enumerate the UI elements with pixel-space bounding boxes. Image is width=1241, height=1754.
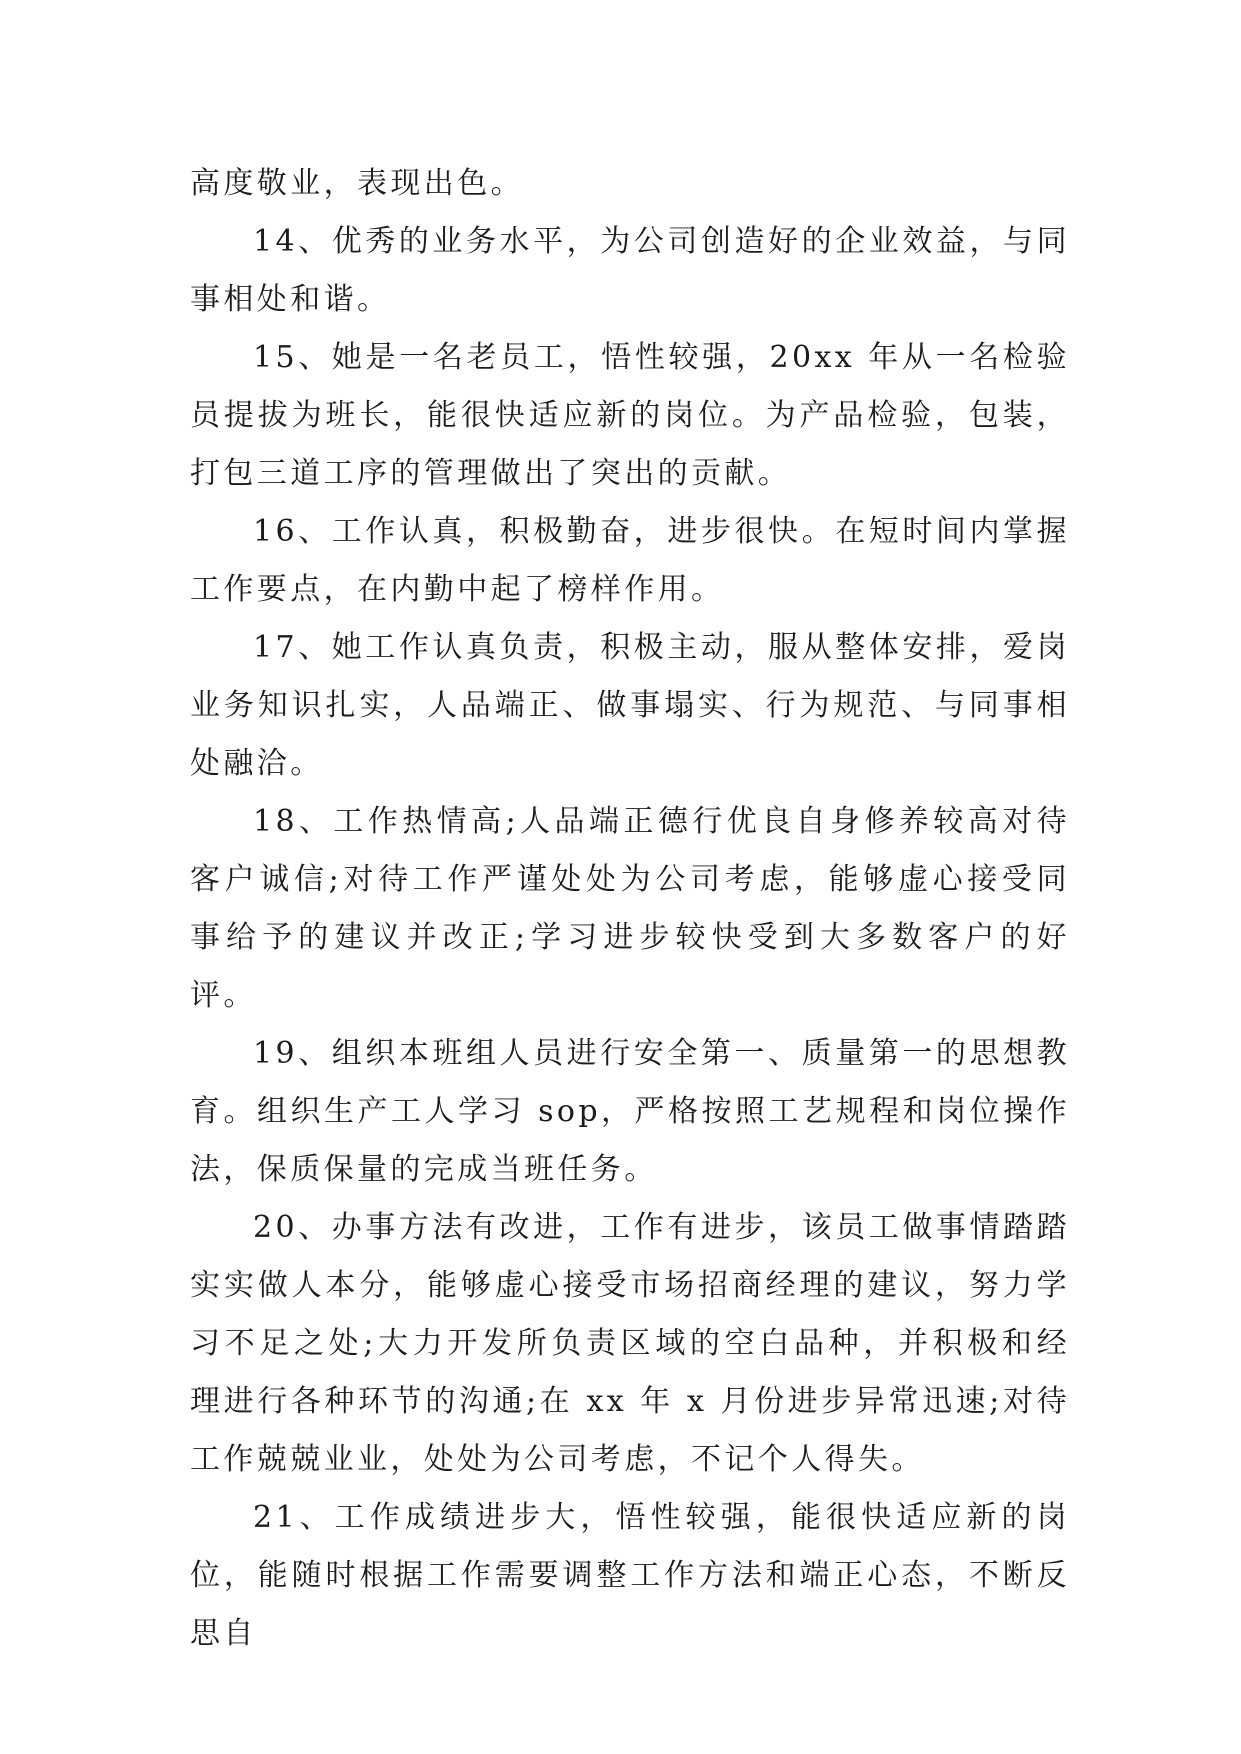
document-body bbox=[190, 155, 1070, 1663]
paragraph-item-17: 17、她工作认真负责，积极主动，服从整体安排，爱岗业务知识扎实，人品端正、做事塌实、行为规范、与同事相处融洽。 bbox=[190, 630, 1070, 781]
paragraph-item-21: 21、工作成绩进步大，悟性较强，能很快适应新的岗位，能随时根据工作需要调整工作方法和端正心态，不断反思自 bbox=[190, 1500, 1070, 1651]
paragraph-item-19: 19、组织本班组人员进行安全第一、质量第一的思想教育。组织生产工人学习 sop，严格按照工艺规程和岗位操作法，保质保量的完成当班任务。 bbox=[190, 1036, 1070, 1187]
paragraph-item-20: 20、办事方法有改进，工作有进步，该员工做事情踏踏实实做人本分，能够虚心接受市场招商经理的建议，努力学习不足之处;大力开发所负责区域的空白品种，并积极和经理进行各种环节的沟通;在 xx 年 x 月份进步异常迅速;对待工作兢兢业业，处处为公司考虑，不记个人得失。 bbox=[190, 1210, 1070, 1477]
paragraph-item-18: 18、工作热情高;人品端正德行优良自身修养较高对待客户诚信;对待工作严谨处处为公司考虑，能够虚心接受同事给予的建议并改正;学习进步较快受到大多数客户的好评。 bbox=[190, 804, 1070, 1013]
paragraph-item-16: 16、工作认真，积极勤奋，进步很快。在短时间内掌握工作要点，在内勤中起了榜样作用。 bbox=[190, 514, 1070, 607]
paragraph-item-15: 15、她是一名老员工，悟性较强，20xx 年从一名检验员提拔为班长，能很快适应新的岗位。为产品检验，包装，打包三道工序的管理做出了突出的贡献。 bbox=[190, 340, 1070, 491]
paragraph-continuation: 高度敬业，表现出色。 bbox=[190, 166, 524, 201]
paragraph-item-14: 14、优秀的业务水平，为公司创造好的企业效益，与同事相处和谐。 bbox=[190, 224, 1070, 317]
